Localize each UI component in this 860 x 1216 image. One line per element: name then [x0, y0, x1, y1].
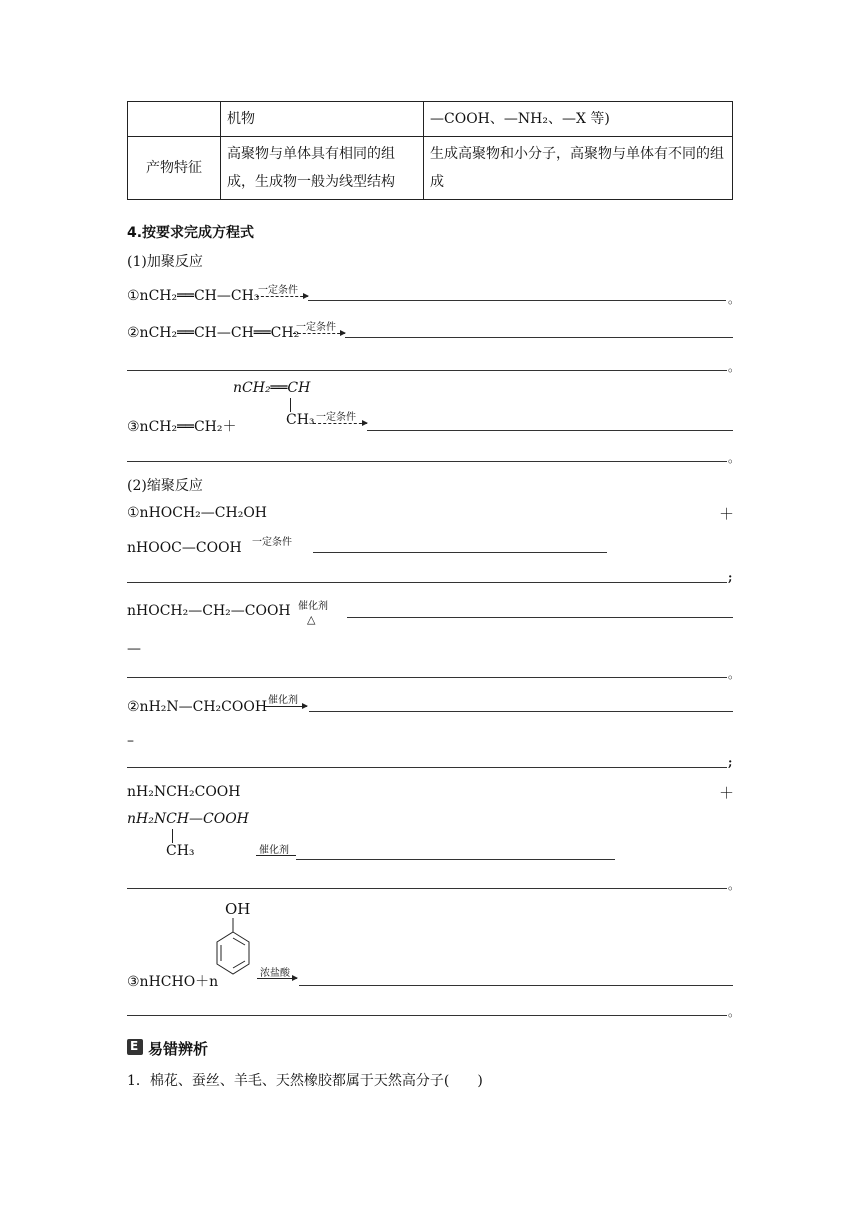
answer-line [345, 337, 733, 338]
reaction-arrow [257, 978, 297, 979]
section-badge-icon: E [127, 1039, 143, 1055]
equation-label: nHOCH₂—CH₂—COOH [127, 603, 291, 619]
section-title: 4.按要求完成方程式 [127, 225, 255, 241]
reaction-arrow [256, 296, 308, 297]
plus-sign: ＋ [719, 505, 735, 523]
comparison-table [127, 101, 733, 200]
answer-line [127, 582, 727, 583]
structure-main: nH₂NCH—COOH [127, 811, 249, 827]
period: 。 [728, 360, 741, 374]
equation-label: ③nHCHO＋n [127, 974, 219, 990]
semicolon: ; [728, 570, 733, 584]
answer-line [127, 1015, 727, 1016]
question-item: 1．棉花、蚕丝、羊毛、天然橡胶都属于天然高分子( ) [127, 1073, 483, 1089]
table-cell: 生成高聚物和小分子，高聚物与单体有不同的组成 [424, 137, 733, 200]
equation-label: ②nCH₂══CH—CH══CH₂ [127, 325, 300, 341]
table-row [128, 102, 733, 137]
answer-line [299, 985, 733, 986]
dash-mark: – [127, 733, 134, 749]
structure-branch: CH₃ [166, 843, 195, 859]
reaction-condition: 一定条件 [252, 537, 292, 548]
reaction-arrow [293, 333, 345, 334]
reaction-condition: 催化剂 [268, 695, 298, 706]
answer-line [367, 430, 733, 431]
answer-line [127, 888, 727, 889]
answer-line [347, 617, 733, 618]
table-cell: 产物特征 [128, 137, 221, 200]
period: 。 [728, 451, 741, 465]
reaction-condition: 一定条件 [316, 412, 356, 423]
dash-mark: — [127, 641, 141, 657]
equation-label: ①nCH₂══CH—CH₃ [127, 288, 260, 304]
reaction-arrow [265, 706, 307, 707]
equation-label: nHOOC—COOH [127, 540, 242, 556]
reaction-condition: 催化剂 [298, 601, 328, 612]
answer-line [308, 300, 726, 301]
answer-line [127, 677, 727, 678]
section-title: 易错辨析 [148, 1040, 209, 1058]
table-cell: 机物 [221, 102, 424, 137]
answer-line [313, 552, 607, 553]
reaction-condition: 一定条件 [258, 285, 298, 296]
answer-line [296, 859, 615, 860]
equation-label: ③nCH₂══CH₂＋ [127, 419, 237, 435]
table-cell: 高聚物与单体具有相同的组成，生成物一般为线型结构 [221, 137, 424, 200]
table-cell: —COOH、—NH₂、—X 等) [424, 102, 733, 137]
subsection-title: (1)加聚反应 [127, 254, 203, 270]
period: 。 [728, 878, 741, 892]
equation-label: ②nH₂N—CH₂COOH [127, 699, 268, 715]
heat-symbol: △ [307, 613, 316, 626]
subsection-title: (2)缩聚反应 [127, 478, 203, 494]
period: 。 [728, 667, 741, 681]
answer-line [127, 767, 727, 768]
reaction-condition: 一定条件 [296, 322, 336, 333]
oh-group-label: OH [225, 900, 251, 918]
answer-line [309, 711, 733, 712]
answer-line [127, 461, 727, 462]
period: 。 [728, 292, 741, 306]
equation-label: ①nHOCH₂—CH₂OH [127, 505, 268, 521]
reaction-arrow [256, 855, 296, 856]
reaction-arrow [313, 423, 367, 424]
table-row [128, 137, 733, 200]
structure-main: nCH₂══CH [233, 380, 311, 396]
semicolon: ; [728, 755, 733, 769]
table-cell [128, 102, 221, 137]
reaction-condition: 催化剂 [259, 845, 289, 856]
bond-line [290, 398, 291, 412]
period: 。 [728, 1005, 741, 1019]
plus-sign: ＋ [719, 784, 735, 802]
structure-branch: CH₃ [286, 412, 315, 428]
reaction-condition: 浓盐酸 [260, 968, 290, 979]
bond-line [172, 829, 173, 843]
equation-label: nH₂NCH₂COOH [127, 784, 241, 800]
answer-line [127, 370, 727, 371]
